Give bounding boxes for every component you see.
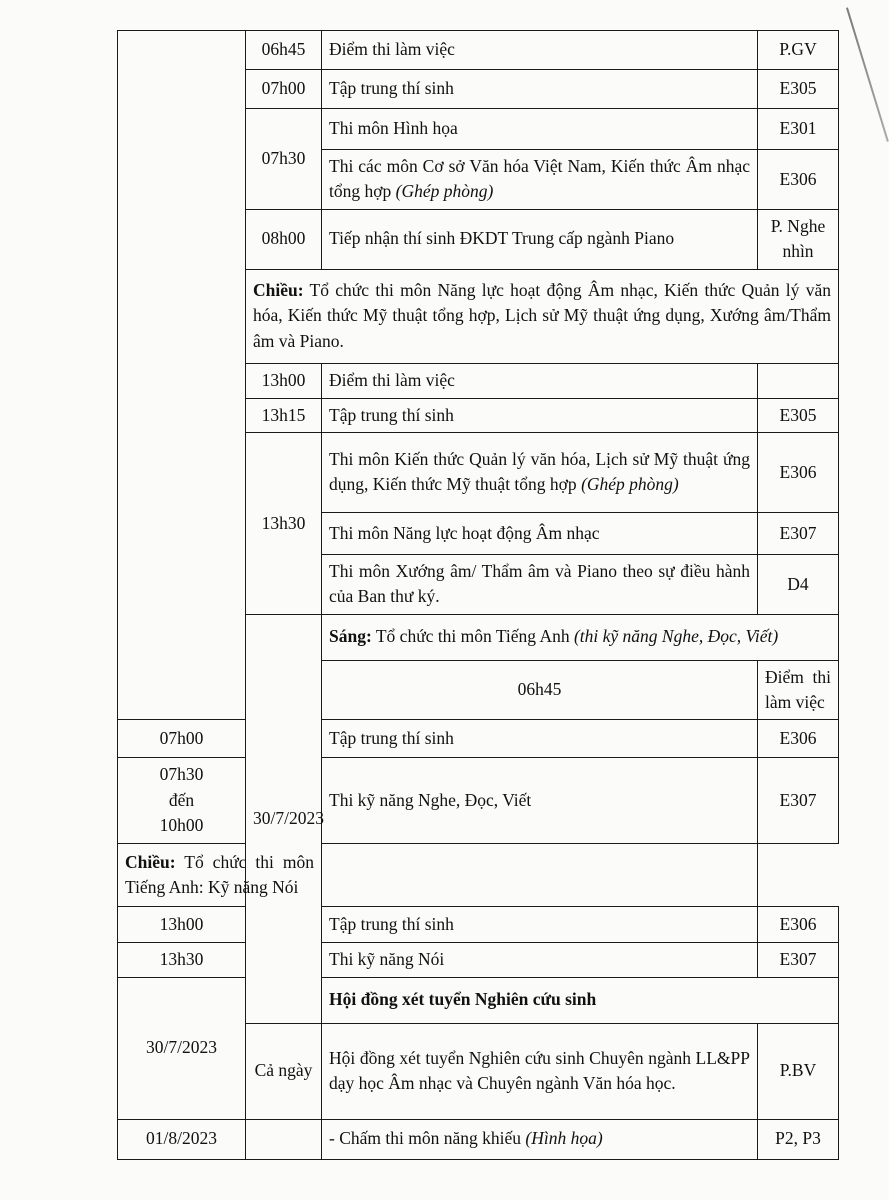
room-cell: P.BV bbox=[758, 1023, 839, 1119]
activity-cell: Điểm thi làm việc bbox=[758, 660, 839, 720]
activity-note: (Ghép phòng) bbox=[395, 181, 494, 202]
afternoon-section-header bbox=[118, 843, 322, 907]
time-start: 07h30 bbox=[159, 764, 204, 785]
time-cell: 06h45 bbox=[322, 660, 758, 720]
date-cell: 30/7/2023 bbox=[118, 977, 246, 1119]
activity-text: - Chấm thi môn năng khiếu bbox=[329, 1128, 521, 1149]
activity-text: Thi môn Kiến thức Quản lý văn hóa, Lịch sử Mỹ thuật ứng dụng, Kiến thức Mỹ thuật tổng hợp bbox=[329, 449, 750, 495]
time-cell: 13h30 bbox=[118, 943, 246, 977]
activity-cell: Thi kỹ năng Nói bbox=[322, 943, 758, 977]
activity-cell: Tiếp nhận thí sinh ĐKDT Trung cấp ngành Piano bbox=[322, 209, 758, 269]
room-cell bbox=[758, 363, 839, 398]
room-cell: E306 bbox=[758, 907, 839, 943]
section-text: Tổ chức thi môn Tiếng Anh: Kỹ năng Nói bbox=[125, 851, 315, 897]
activity-cell: Tập trung thí sinh bbox=[322, 70, 758, 109]
time-cell: 07h00 bbox=[246, 70, 322, 109]
table-row bbox=[118, 1119, 839, 1159]
morning-section-header bbox=[322, 614, 839, 660]
section-note: (thi kỹ năng Nghe, Đọc, Viết) bbox=[573, 626, 779, 647]
time-end: 10h00 bbox=[159, 815, 204, 836]
activity-cell: Tập trung thí sinh bbox=[322, 720, 758, 758]
activity-cell: Thi môn Hình họa bbox=[322, 109, 758, 150]
section-text: Tổ chức thi môn Tiếng Anh bbox=[375, 626, 570, 647]
activity-cell bbox=[322, 150, 758, 210]
time-cell: 13h00 bbox=[246, 363, 322, 398]
date-cell: 30/7/2023 bbox=[246, 614, 322, 1023]
time-cell: 13h30 bbox=[246, 432, 322, 614]
room-cell: E306 bbox=[758, 432, 839, 512]
room-cell: P. Nghe nhìn bbox=[758, 209, 839, 269]
activity-cell: Tập trung thí sinh bbox=[322, 398, 758, 432]
room-cell: E306 bbox=[758, 150, 839, 210]
time-cell bbox=[246, 1119, 322, 1159]
section-label: Chiều: bbox=[125, 851, 176, 872]
time-cell: 07h30 bbox=[246, 109, 322, 210]
time-to: đến bbox=[168, 789, 195, 810]
time-cell: 07h00 bbox=[118, 720, 246, 758]
section-label: Sáng: bbox=[329, 626, 372, 647]
time-cell: 06h45 bbox=[246, 31, 322, 70]
room-cell: E306 bbox=[758, 720, 839, 758]
section-row bbox=[118, 977, 839, 1023]
activity-cell bbox=[322, 432, 758, 512]
room-cell: E307 bbox=[758, 758, 839, 843]
table-row bbox=[118, 758, 839, 843]
activity-cell: Thi môn Xướng âm/ Thẩm âm và Piano theo sự điều hành của Ban thư ký. bbox=[322, 554, 758, 614]
time-cell bbox=[118, 758, 246, 843]
activity-cell: Hội đồng xét tuyển Nghiên cứu sinh Chuyên ngành LL&PP dạy học Âm nhạc và Chuyên ngành Văn hóa học. bbox=[322, 1023, 758, 1119]
time-cell: 08h00 bbox=[246, 209, 322, 269]
table-row bbox=[118, 720, 839, 758]
room-cell: E305 bbox=[758, 70, 839, 109]
room-cell bbox=[322, 843, 758, 907]
activity-cell: Điểm thi làm việc bbox=[322, 363, 758, 398]
room-cell: E301 bbox=[758, 109, 839, 150]
section-row bbox=[118, 843, 839, 907]
section-text: Tổ chức thi môn Năng lực hoạt động Âm nhạc, Kiến thức Quản lý văn hóa, Kiến thức Mỹ thuật tổng hợp, Lịch sử Mỹ thuật ứng dụng, Xướng âm/Thẩm âm và Piano. bbox=[253, 279, 831, 351]
date-cell-continued bbox=[118, 31, 246, 720]
margin-pen-stroke bbox=[846, 7, 889, 141]
time-cell: Cả ngày bbox=[246, 1023, 322, 1119]
activity-cell: Thi kỹ năng Nghe, Đọc, Viết bbox=[322, 758, 758, 843]
table-row bbox=[118, 943, 839, 977]
activity-note: (Hình họa) bbox=[525, 1128, 603, 1149]
room-cell: E305 bbox=[758, 398, 839, 432]
time-cell: 13h00 bbox=[118, 907, 246, 943]
council-heading: Hội đồng xét tuyển Nghiên cứu sinh bbox=[322, 977, 839, 1023]
table-row bbox=[118, 31, 839, 70]
activity-text: Thi các môn Cơ sở Văn hóa Việt Nam, Kiến thức Âm nhạc tổng hợp bbox=[329, 156, 750, 202]
exam-schedule-table bbox=[117, 30, 839, 1160]
room-cell: D4 bbox=[758, 554, 839, 614]
activity-cell: Tập trung thí sinh bbox=[322, 907, 758, 943]
section-label: Chiều: bbox=[253, 279, 304, 300]
afternoon-section-header bbox=[246, 269, 839, 363]
activity-cell: Thi môn Năng lực hoạt động Âm nhạc bbox=[322, 512, 758, 554]
time-cell: 13h15 bbox=[246, 398, 322, 432]
table-row bbox=[118, 907, 839, 943]
room-cell: P.GV bbox=[758, 31, 839, 70]
room-cell: E307 bbox=[758, 512, 839, 554]
activity-cell: Điểm thi làm việc bbox=[322, 31, 758, 70]
activity-note: (Ghép phòng) bbox=[581, 474, 679, 495]
date-cell: 01/8/2023 bbox=[118, 1119, 246, 1159]
room-cell: P2, P3 bbox=[758, 1119, 839, 1159]
room-cell: E307 bbox=[758, 943, 839, 977]
activity-cell bbox=[322, 1119, 758, 1159]
